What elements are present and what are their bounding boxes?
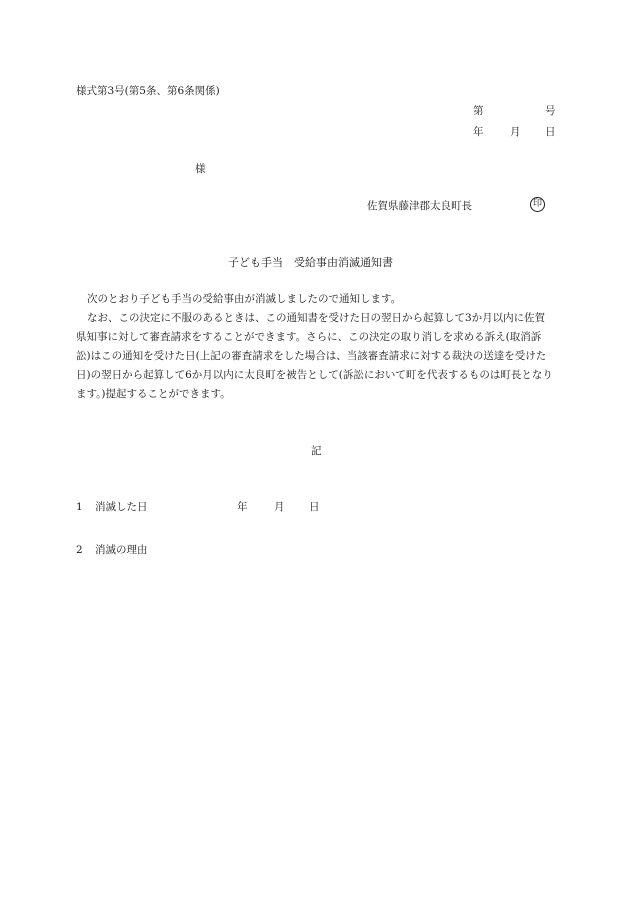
item-1-label: 消滅した日 xyxy=(95,501,148,513)
document-title: 子ども手当 受給事由消滅通知書 xyxy=(228,256,393,269)
item-1-year: 年 xyxy=(237,501,248,513)
date-year: 年 xyxy=(473,126,484,138)
number-suffix: 号 xyxy=(545,105,556,117)
number-prefix: 第 xyxy=(473,105,484,117)
issuer-name: 佐賀県藤津郡太良町長 xyxy=(367,200,472,212)
date-day: 日 xyxy=(545,126,556,138)
seal-mark: 印 xyxy=(530,197,545,212)
date-month: 月 xyxy=(510,126,521,138)
item-1-day: 日 xyxy=(309,501,320,513)
item-1-number: 1 xyxy=(76,501,83,513)
item-2-label: 消滅の理由 xyxy=(95,544,148,556)
ki-heading: 記 xyxy=(311,445,322,457)
item-2-number: 2 xyxy=(76,544,83,556)
notice-body xyxy=(76,290,554,404)
body-paragraph-2: なお、この決定に不服のあるときは、この通知書を受けた日の翌日から起算して3か月以内に佐賀県知事に対して審査請求をすることができます。さらに、この決定の取り消しを求める訴え(取消訴訟)はこの通知を受けた日(上記の審査請求をした場合は、当該審査請求に対する裁決の送達を受けた日)の翌日から起算して6か月以内に太良町を被告として(訴訟において町を代表するものは町長となります。)提起することができます。 xyxy=(76,312,553,400)
item-1-month: 月 xyxy=(274,501,285,513)
form-label: 様式第3号(第5条、第6条関係) xyxy=(76,85,220,97)
addressee-honorific: 様 xyxy=(195,163,206,175)
body-paragraph-1: 次のとおり子ども手当の受給事由が消滅しましたので通知します。 xyxy=(87,293,402,305)
